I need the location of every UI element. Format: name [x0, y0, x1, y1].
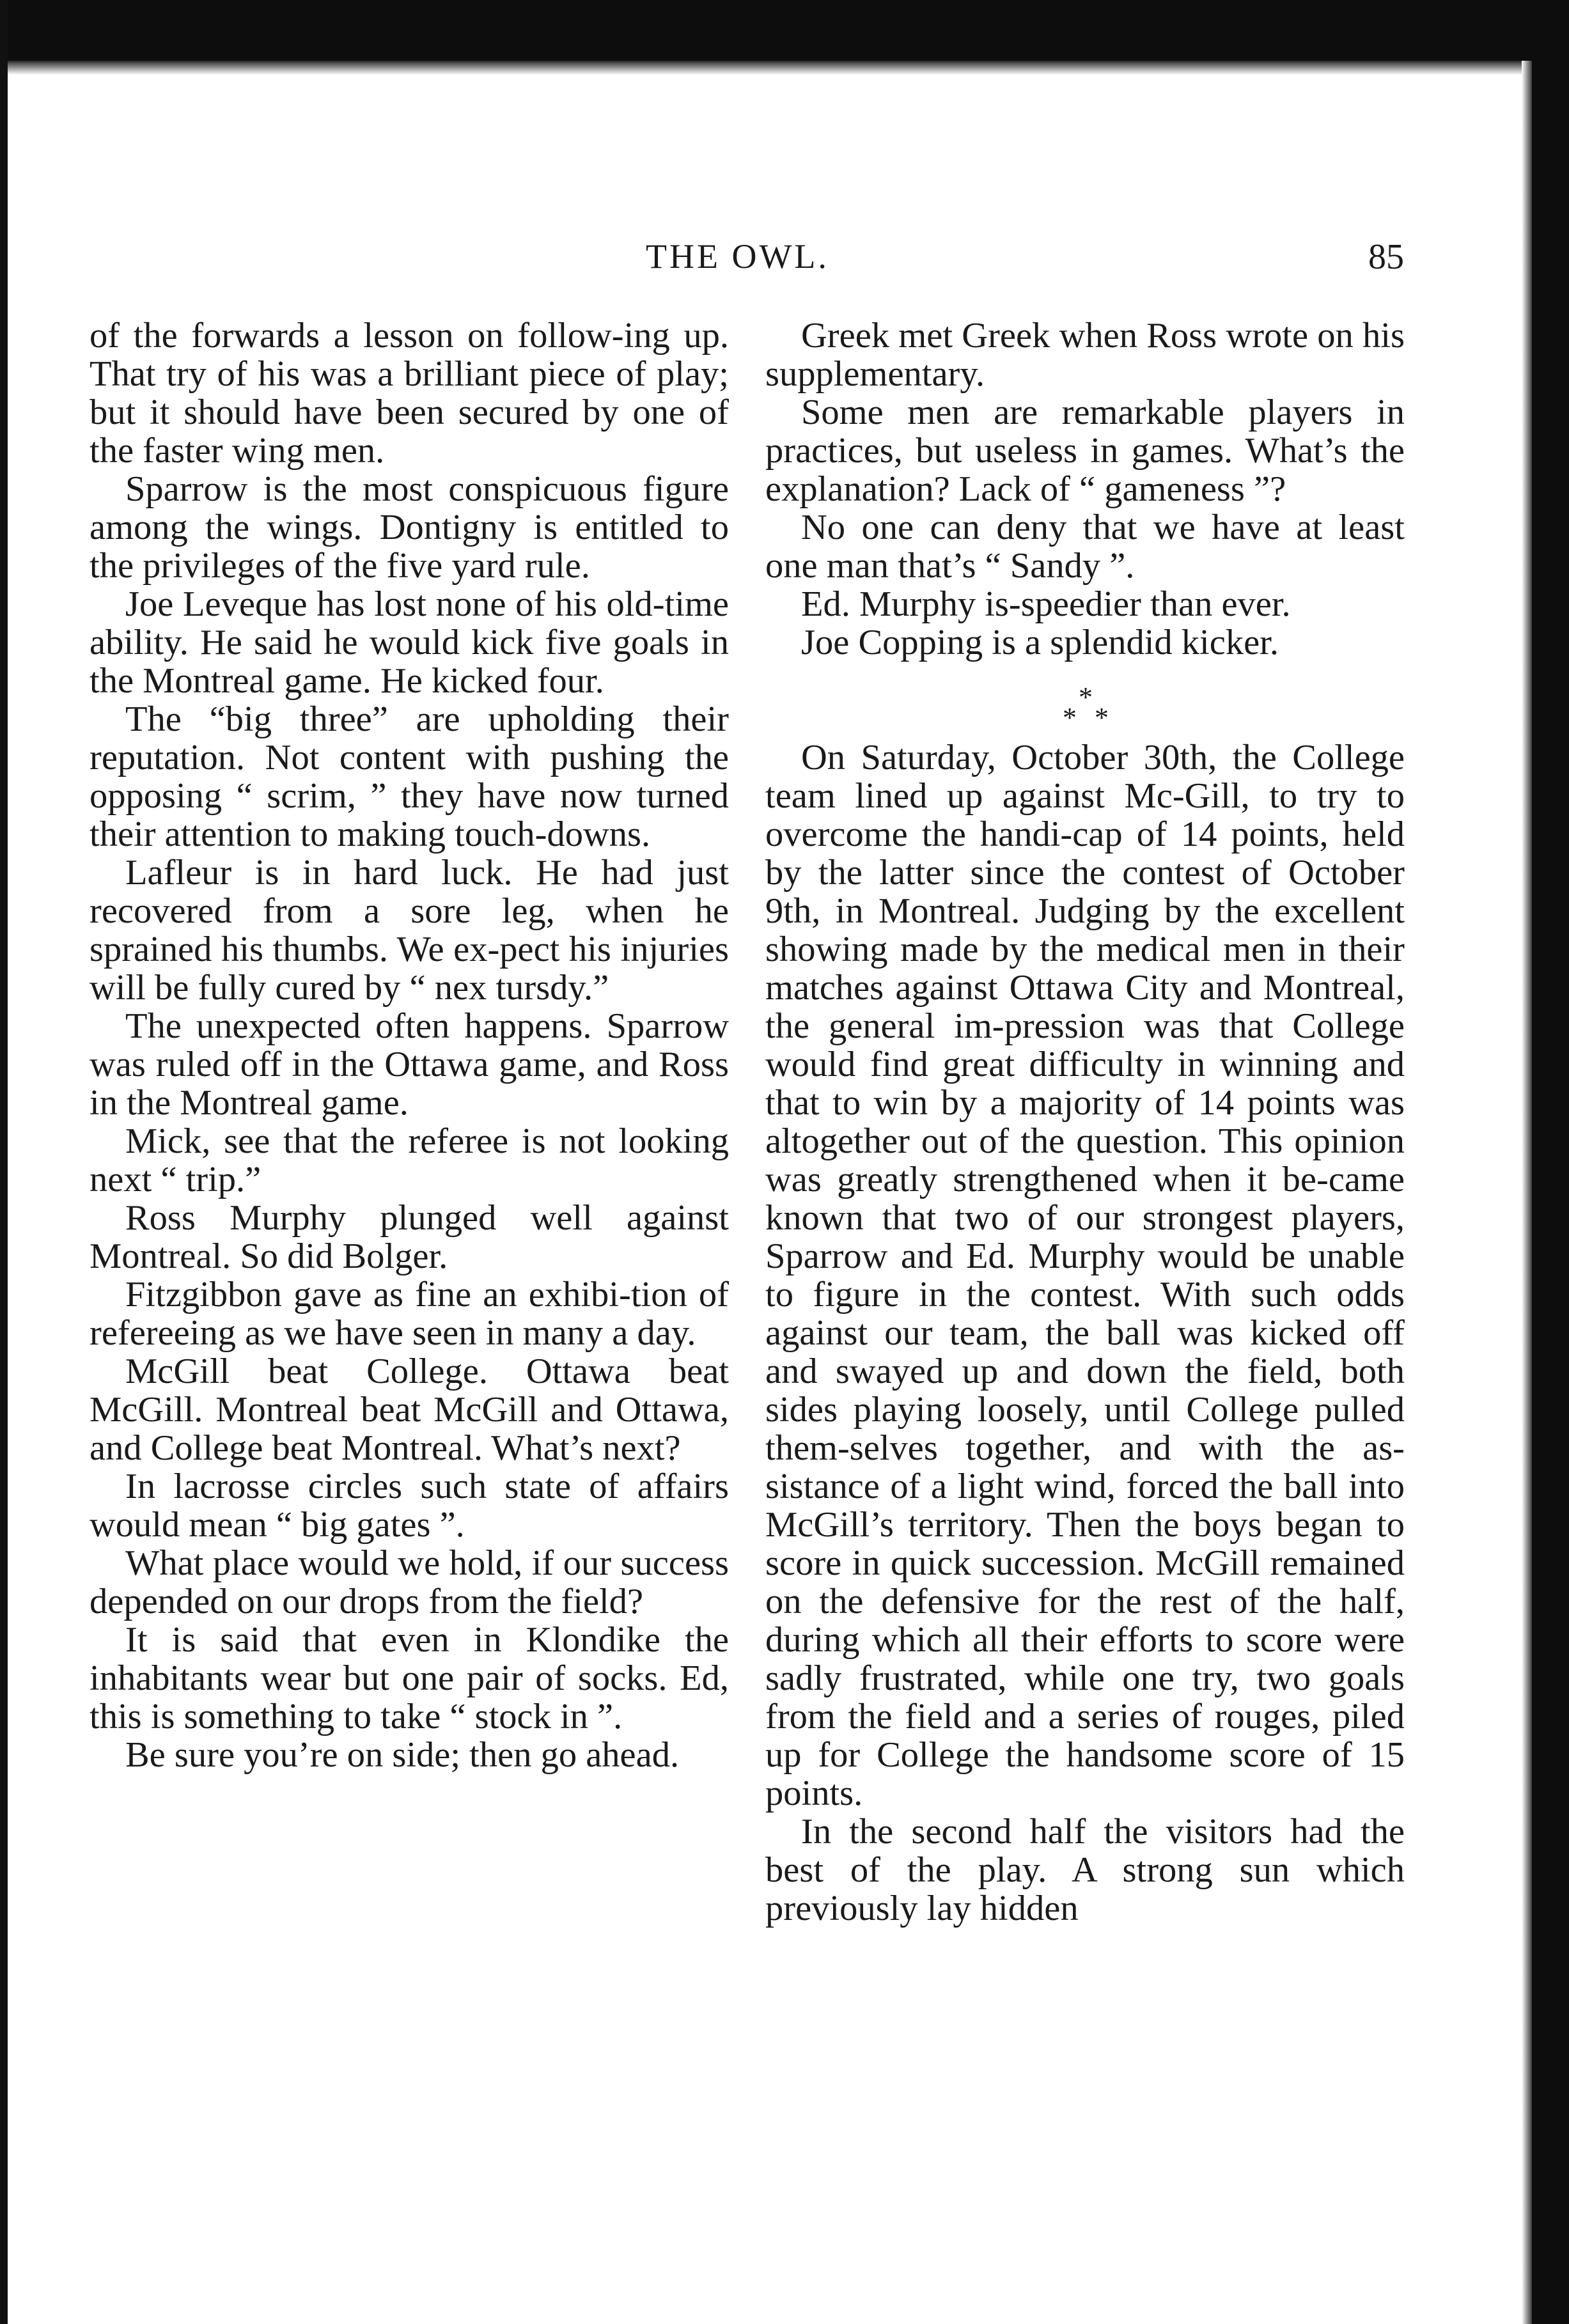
- paragraph: No one can deny that we have at least one man that’s “ Sandy ”.: [765, 508, 1405, 586]
- running-head: THE OWL.: [646, 237, 829, 276]
- page-number: 85: [1368, 237, 1404, 277]
- paragraph: Joe Leveque has lost none of his old-time ability. He said he would kick five goals in the Montreal game. He kicked four.: [90, 584, 729, 701]
- paragraph: Be sure you’re on side; then go ahead.: [125, 1735, 680, 1775]
- paragraph: Fitzgibbon gave as fine an exhibi-tion of refereeing as we have seen in many a day.: [90, 1275, 729, 1353]
- scan-border-top: [0, 0, 1569, 61]
- paragraph: On Saturday, October 30th, the College team lined up against Mc-Gill, to try to overcome the handi-cap of 14 points, held by the latter since the contest of October 9th, in Montreal. Judging by the excellent showing made by the medical men in their matches against Ottawa City and Montreal, the general im-pression was that College would find great difficulty in winning and that to win by a majority of 14 points was altogether out of the question. This opinion was greatly strengthened when it be-came known that two of our strongest players, Sparrow and Ed. Murphy would be unable to figure in the contest. With such odds against our team, the ball was kicked off and swayed up and down the field, both sides playing loosely, until College pulled them-selves together, and with the as-sistance of a light wind, forced the ball into McGill’s territory. Then the boys began to score in quick succession. McGill remained on the defensive for the rest of the half, during which all their efforts to score were sadly frustrated, while one try, two goals from the field and a series of rouges, piled up for College the handsome score of 15 points.: [765, 738, 1405, 1813]
- section-break-asterism: [765, 662, 1405, 738]
- paragraph: Joe Copping is a splendid kicker.: [801, 623, 1279, 662]
- paragraph: Some men are remarkable players in practices, but useless in games. What’s the explanation? Lack of “ gameness ”?: [765, 393, 1405, 509]
- paragraph: In lacrosse circles such state of affairs would mean “ big gates ”.: [90, 1467, 729, 1545]
- asterisk: *: [1063, 702, 1077, 733]
- scan-border-right: [1532, 61, 1569, 2324]
- paragraph: Greek met Greek when Ross wrote on his supplementary.: [765, 316, 1405, 394]
- scan-border-left: [0, 0, 8, 2324]
- paragraph: In the second half the visitors had the best of the play. A strong sun which previously lay hidden: [765, 1812, 1405, 1928]
- paragraph: McGill beat College. Ottawa beat McGill. Montreal beat McGill and Ottawa, and College beat Montreal. What’s next?: [90, 1352, 729, 1468]
- paragraph: What place would we hold, if our success depended on our drops from the field?: [90, 1543, 729, 1621]
- paragraph: The “big three” are upholding their reputation. Not content with pushing the opposing “ scrim, ” they have now turned their attention to making touch-downs.: [90, 699, 729, 854]
- paragraph: Ed. Murphy is-speedier than ever.: [801, 584, 1291, 624]
- left-column: [90, 316, 729, 1774]
- page-header: [90, 237, 1404, 288]
- paragraph: of the forwards a lesson on follow-ing up. That try of his was a brilliant piece of play; but it should have been secured by one of the faster wing men.: [90, 316, 729, 471]
- asterisk: *: [1095, 702, 1109, 733]
- paragraph: Lafleur is in hard luck. He had just recovered from a sore leg, when he sprained his thumbs. We ex-pect his injuries will be fully cured by “ nex tursdy.”: [90, 853, 729, 1008]
- scan-border-top-shadow: [0, 61, 1569, 75]
- scan-border-right-shadow: [1522, 61, 1532, 2324]
- paragraph: Sparrow is the most conspicuous figure among the wings. Dontigny is entitled to the privileges of the five yard rule.: [90, 469, 729, 586]
- asterisk: *: [1079, 682, 1093, 713]
- paragraph: The unexpected often happens. Sparrow was ruled off in the Ottawa game, and Ross in the Montreal game.: [90, 1006, 729, 1123]
- paragraph: Mick, see that the referee is not looking next “ trip.”: [90, 1121, 729, 1199]
- paragraph: It is said that even in Klondike the inhabitants wear but one pair of socks. Ed, this is something to take “ stock in ”.: [90, 1620, 729, 1736]
- paragraph: Ross Murphy plunged well against Montreal. So did Bolger.: [90, 1198, 729, 1276]
- right-column: [765, 316, 1405, 1928]
